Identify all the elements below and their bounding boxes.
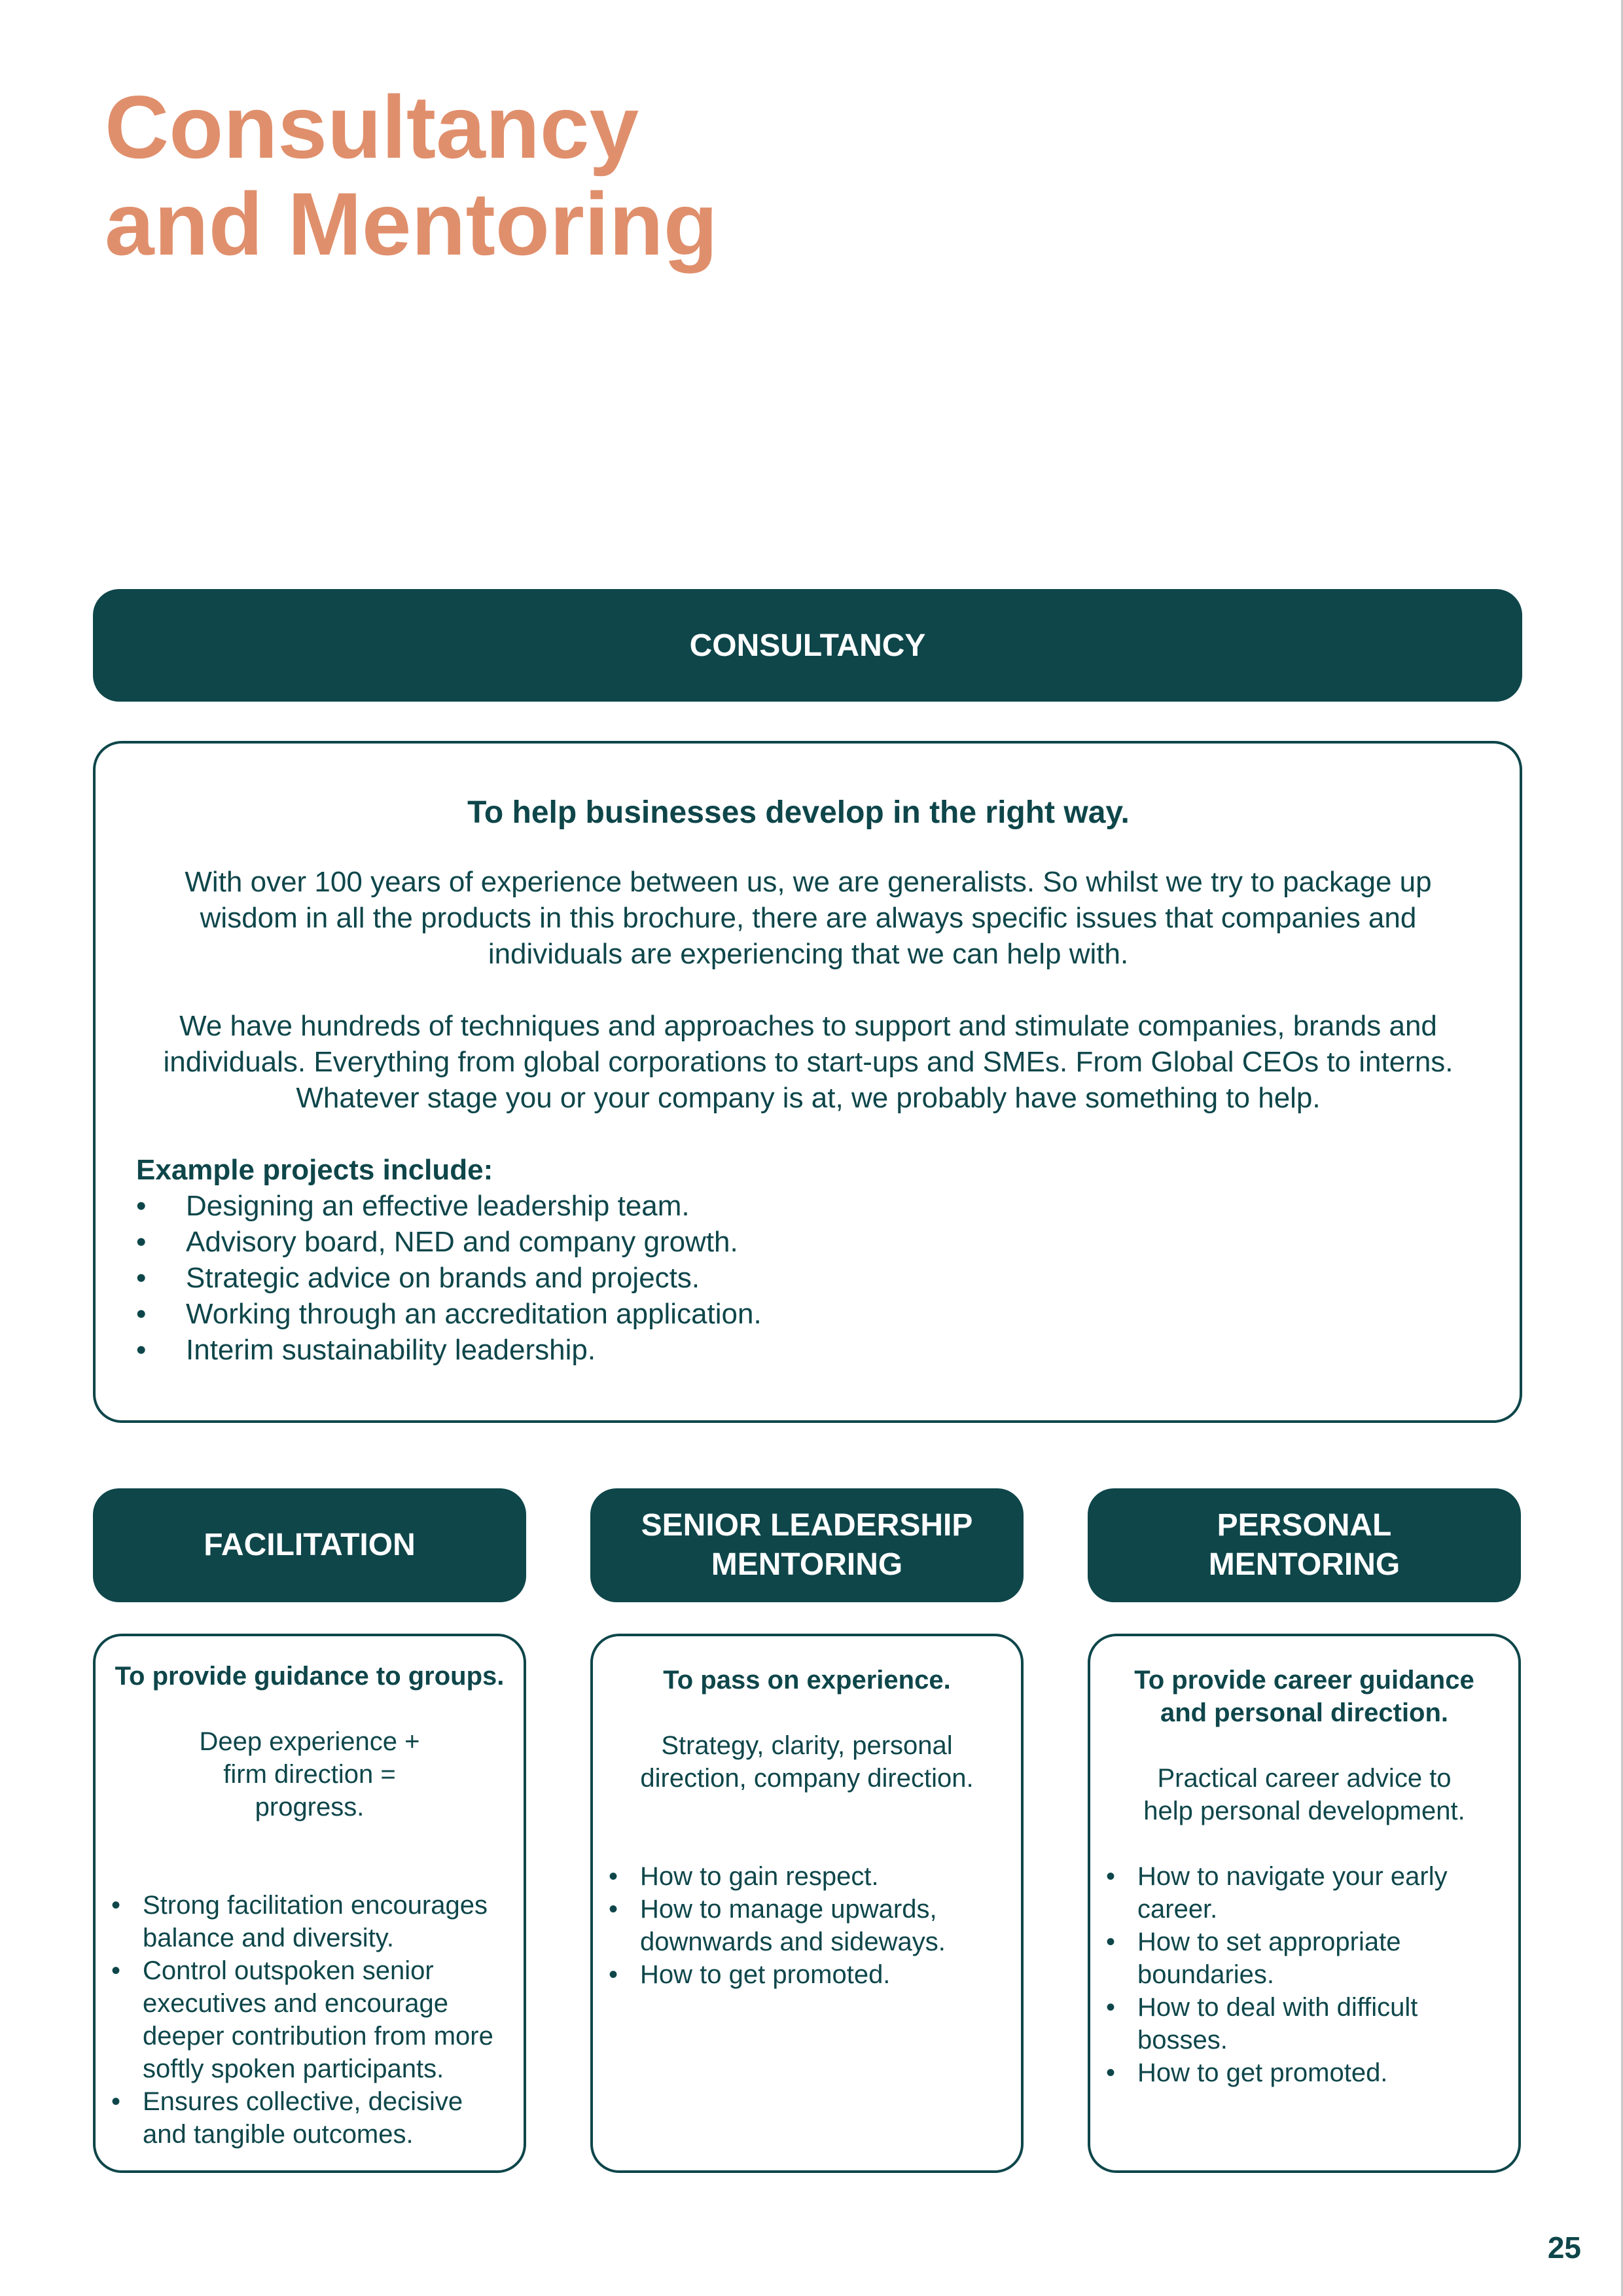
list-item: • How to get promoted. xyxy=(606,1958,969,1991)
senior-leadership-mentoring-list xyxy=(606,1860,1008,1991)
consultancy-banner xyxy=(93,589,1522,702)
consultancy-lead: To help businesses develop in the right way. xyxy=(467,795,1130,830)
facilitation-list xyxy=(109,1889,510,2151)
personal-mentoring-list xyxy=(1103,1860,1505,2089)
personal-mentoring-lead: To provide career guidance and personal direction. xyxy=(1134,1666,1474,1727)
list-item: • Advisory board, NED and company growth. xyxy=(136,1224,1461,1260)
example-projects-heading: Example projects include: xyxy=(136,1154,493,1186)
facilitation-paragraph: Deep experience + firm direction = progress. xyxy=(199,1727,420,1821)
facilitation-lead: To provide guidance to groups. xyxy=(115,1662,505,1691)
list-item: • How to gain respect. xyxy=(606,1860,969,1893)
list-item: • Strategic advice on brands and projects. xyxy=(136,1260,1461,1296)
list-item: • How to navigate your early career. xyxy=(1103,1860,1466,1926)
consultancy-panel xyxy=(93,741,1522,1423)
example-projects-list xyxy=(136,1188,1461,1368)
list-item: • Strong facilitation encourages balance and diversity. xyxy=(109,1889,504,1954)
list-item: • Control outspoken senior executives and encourage deeper contribution from more softly spoken participants. xyxy=(109,1954,504,2085)
page-title xyxy=(105,79,718,272)
senior-leadership-mentoring-banner xyxy=(590,1488,1024,1602)
consultancy-heading: CONSULTANCY xyxy=(689,628,926,663)
list-item: • How to get promoted. xyxy=(1103,2056,1466,2089)
list-item: • How to set appropriate boundaries. xyxy=(1103,1926,1466,1991)
list-item: • Designing an effective leadership team. xyxy=(136,1188,1461,1224)
page-number: 25 xyxy=(1547,2231,1581,2265)
facilitation-banner xyxy=(93,1488,526,1602)
personal-mentoring-banner xyxy=(1088,1488,1521,1602)
list-item: • How to deal with difficult bosses. xyxy=(1103,1991,1466,2056)
list-item: • Ensures collective, decisive and tangible outcomes. xyxy=(109,2085,504,2151)
consultancy-paragraph-1: With over 100 years of experience between us, we are generalists. So whilst we try to package up wisdom in all the products in this brochure, there are always specific issues that companies and individuals are experiencing that we can help with. xyxy=(185,866,1432,970)
personal-mentoring-heading: PERSONAL MENTORING xyxy=(1208,1508,1400,1582)
consultancy-paragraph-2: We have hundreds of techniques and approaches to support and stimulate companies, brands and individuals. Everything from global corporations to start-ups and SMEs. From Global CEOs to interns. Whatever stage you or your company is at, we probably have something to help. xyxy=(163,1010,1454,1114)
senior-leadership-mentoring-heading: SENIOR LEADERSHIP MENTORING xyxy=(641,1508,973,1582)
facilitation-heading: FACILITATION xyxy=(204,1528,416,1562)
personal-mentoring-paragraph: Practical career advice to help personal development. xyxy=(1143,1764,1465,1825)
list-item: • How to manage upwards, downwards and sideways. xyxy=(606,1893,969,1958)
page-title-line-1: Consultancy xyxy=(105,77,639,177)
senior-leadership-mentoring-paragraph: Strategy, clarity, personal direction, company direction. xyxy=(640,1731,974,1793)
personal-mentoring-panel xyxy=(1088,1634,1521,2173)
page-title-line-2: and Mentoring xyxy=(105,174,718,274)
senior-leadership-mentoring-lead: To pass on experience. xyxy=(663,1666,951,1695)
facilitation-panel xyxy=(93,1634,526,2173)
senior-leadership-mentoring-panel xyxy=(590,1634,1024,2173)
list-item: • Interim sustainability leadership. xyxy=(136,1332,1461,1368)
list-item: • Working through an accreditation application. xyxy=(136,1296,1461,1332)
